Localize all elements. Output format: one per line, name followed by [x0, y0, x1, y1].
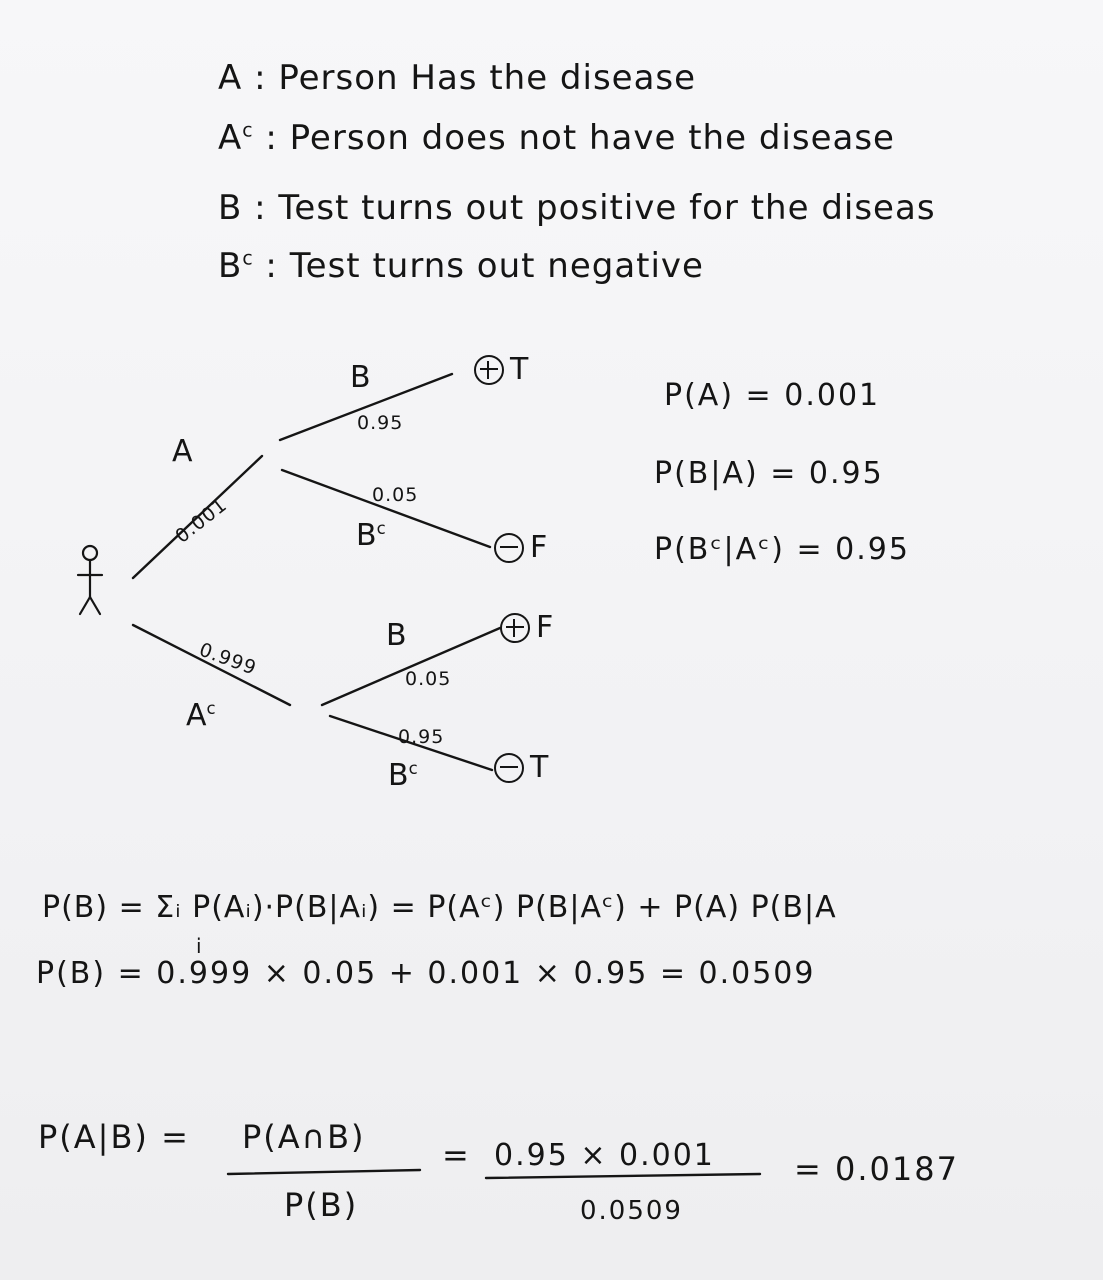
plus-icon: [474, 355, 504, 385]
label-Ac-B: B: [386, 618, 407, 653]
prob-A-B: 0.95: [357, 412, 404, 434]
prob-A-Bc: 0.05: [372, 484, 419, 506]
bayes-numerator: P(A∩B): [242, 1118, 366, 1156]
label-Ac-Bc: $B^c$: [388, 758, 418, 793]
definition-A: A : Person Has the disease: [218, 58, 697, 98]
outcome-false-negative: F: [494, 530, 547, 565]
fraction-bar-1: [228, 1170, 420, 1174]
outcome-false-positive: F: [500, 610, 553, 645]
bayes-lhs: P(A|B) =: [38, 1118, 190, 1156]
plus-icon: [500, 613, 530, 643]
prob-A: 0.001: [171, 493, 232, 548]
label-Ac: $A^c$: [186, 698, 216, 733]
bayes-equals: =: [442, 1136, 471, 1174]
definition-B-complement: $B^c$ : Test turns out negative: [218, 246, 704, 286]
label-A: A: [172, 434, 193, 469]
P-B-value: P(B) = 0.999 × 0.05 + 0.001 × 0.95 = 0.0509: [36, 956, 816, 991]
prob-Ac-B: 0.05: [405, 668, 452, 690]
bayes-numerator-values: 0.95 × 0.001: [494, 1138, 715, 1173]
bayes-denominator: P(B): [284, 1186, 359, 1224]
given-P-Bc-given-Ac: P(Bᶜ|Aᶜ) = 0.95: [654, 532, 910, 567]
outcome-true-positive: T: [474, 352, 528, 387]
sum-index: i: [196, 934, 202, 958]
given-P-A: P(A) = 0.001: [664, 378, 881, 413]
person-figure: [78, 546, 102, 614]
total-probability-formula: P(B) = Σᵢ P(Aᵢ)·P(B|Aᵢ) = P(Aᶜ) P(B|Aᶜ) + P(A) P(B|A: [42, 890, 837, 925]
bayes-denominator-value: 0.0509: [580, 1196, 683, 1226]
outcome-true-negative: T: [494, 750, 548, 785]
definition-A-complement: $A^c$ : Person does not have the disease: [218, 118, 895, 158]
bayes-result: = 0.0187: [794, 1150, 959, 1188]
given-P-B-given-A: P(B|A) = 0.95: [654, 456, 884, 491]
definition-B: B : Test turns out positive for the diseas: [218, 188, 936, 228]
fraction-bar-2: [486, 1174, 760, 1178]
branch-line-Ac-B: [322, 628, 500, 705]
minus-icon: [494, 753, 524, 783]
label-A-Bc: $B^c$: [356, 518, 386, 553]
prob-Ac: 0.999: [196, 638, 260, 680]
label-A-B: B: [350, 360, 371, 395]
minus-icon: [494, 533, 524, 563]
branch-line-A-Bc: [282, 470, 490, 547]
prob-Ac-Bc: 0.95: [398, 726, 445, 748]
